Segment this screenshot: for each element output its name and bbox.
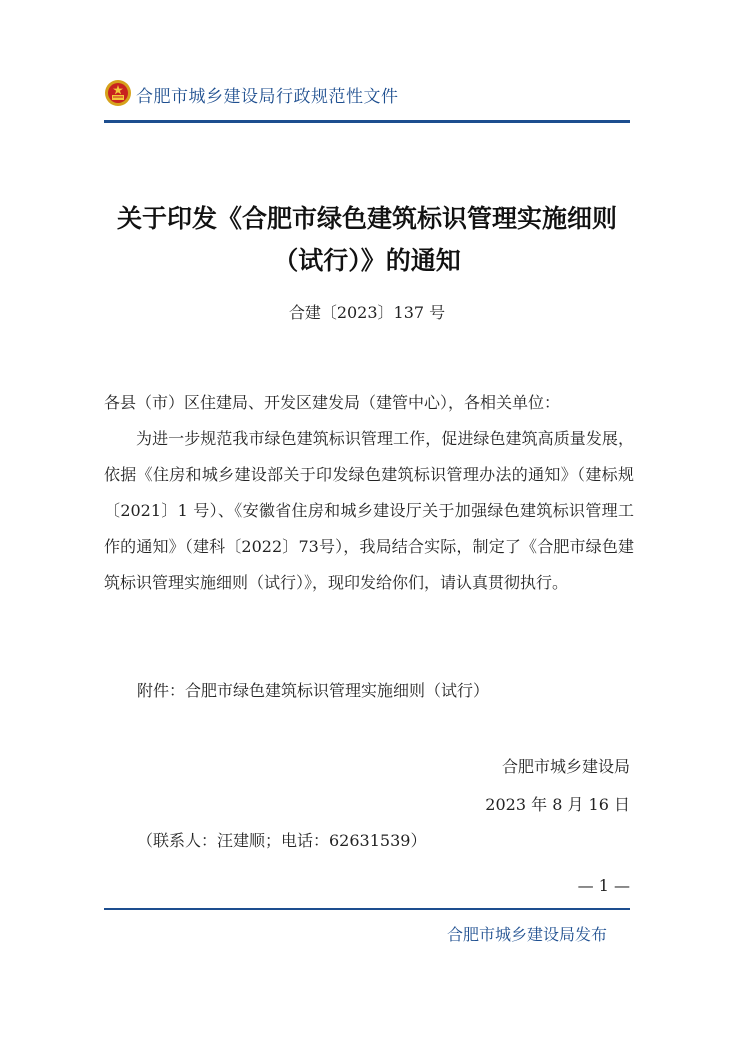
footer-divider: [104, 908, 630, 910]
issuer-name: 合肥市城乡建设局: [501, 757, 630, 776]
document-body: [104, 385, 634, 601]
issue-date: 2023 年 8 月 16 日: [485, 795, 630, 814]
salutation: 各县（市）区住建局、开发区建发局（建管中心），各相关单位：: [104, 393, 561, 412]
contact-info: （联系人：汪建顺；电话：62631539）: [137, 831, 427, 850]
header-org-file: 合肥市城乡建设局行政规范性文件: [136, 87, 399, 107]
body-paragraph: 为进一步规范我市绿色建筑标识管理工作，促进绿色建筑高质量发展，依据《住房和城乡建设部关于印发绿色建筑标识管理办法的通知》（建标规〔2021〕1 号）、《安徽省住房和城乡建设厅关于加强绿色建筑标识管理工作的通知》（建科〔2022〕73号），我局结合实际，制定了《合肥市绿色建筑标识管理实施细则（试行）》，现印发给你们，请认真贯彻执行。: [104, 429, 634, 592]
page-number: — 1 —: [577, 876, 630, 895]
document-number: 合建〔2023〕137 号: [288, 303, 446, 322]
header-divider: [104, 120, 630, 123]
document-title: [104, 198, 630, 282]
title-line-2: （试行）》的通知: [273, 246, 461, 275]
attachment-line: 附件：合肥市绿色建筑标识管理实施细则（试行）: [137, 681, 490, 700]
document-header: [104, 76, 630, 122]
footer-publisher: 合肥市城乡建设局发布: [446, 925, 607, 944]
national-emblem-icon: [104, 79, 132, 107]
title-line-1: 关于印发《合肥市绿色建筑标识管理实施细则: [116, 204, 617, 233]
